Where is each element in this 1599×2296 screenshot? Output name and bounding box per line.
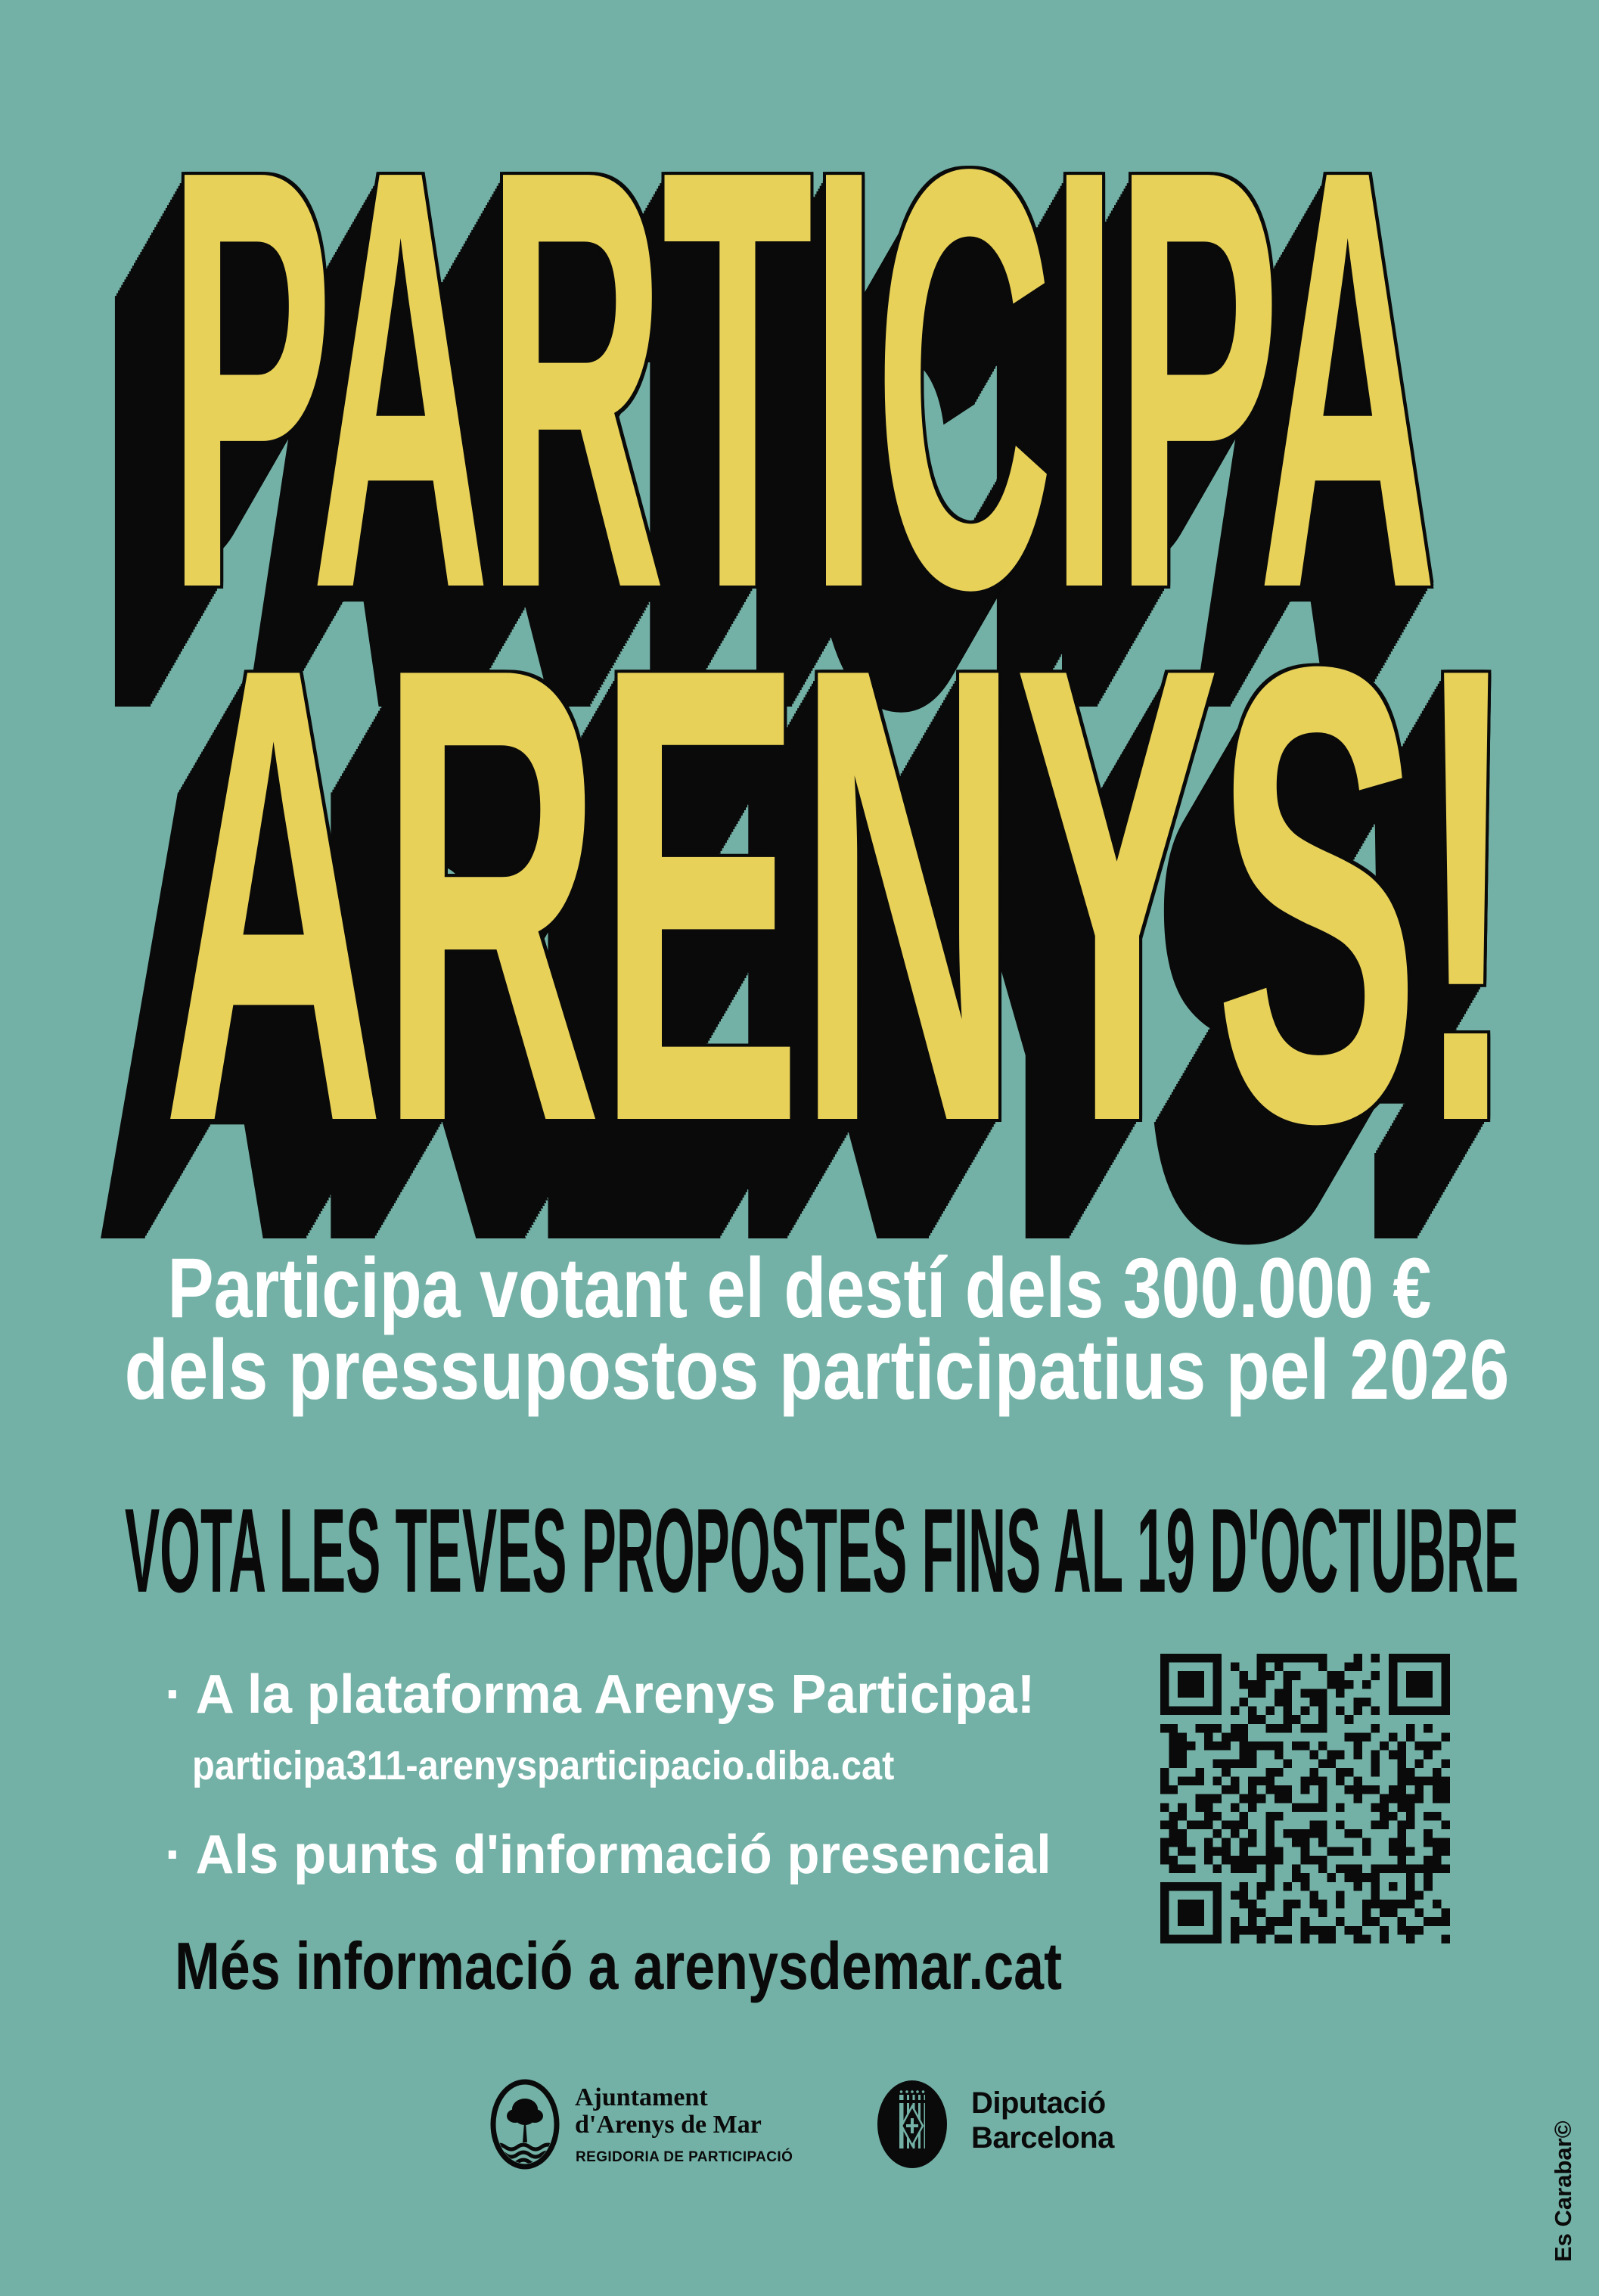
- credit-vertical-text: Es Carabar©: [1550, 2120, 1576, 2262]
- headline-participa: PARTICIPA: [168, 46, 1434, 713]
- channel-item-platform: · A la plataforma Arenys Participa!: [165, 1664, 1035, 1725]
- diputacio-emblem-icon: [876, 2079, 949, 2170]
- intro-line-1: Participa votant el destí dels 300.000 €: [167, 1241, 1432, 1335]
- ajuntament-name-line1: Ajuntament: [575, 2083, 708, 2111]
- platform-url: participa311-arenysparticipacio.diba.cat: [192, 1743, 895, 1788]
- regidoria-subline: REGIDORIA DE PARTICIPACIÓ: [576, 2149, 793, 2165]
- ajuntament-seal-icon: [490, 2079, 560, 2170]
- shield-icon: [899, 2103, 925, 2148]
- headline-arenys: ARENYS!: [163, 532, 1513, 1257]
- deadline-banner: VOTA LES TEVES PROPOSTES FINS AL 19 D'OCTUBRE: [125, 1484, 1519, 1617]
- intro-line-2: dels pressupostos participatius pel 2026: [124, 1322, 1510, 1417]
- more-info-line: Més informació a arenysdemar.cat: [175, 1928, 1062, 2003]
- qr-code-icon: [1160, 1654, 1450, 1943]
- channel-item-presencial: · Als punts d'informació presencial: [165, 1825, 1051, 1885]
- diputacio-name-line1: Diputació: [971, 2086, 1106, 2120]
- diputacio-name-line2: Barcelona: [971, 2121, 1114, 2155]
- ajuntament-name-line2: d'Arenys de Mar: [575, 2111, 762, 2139]
